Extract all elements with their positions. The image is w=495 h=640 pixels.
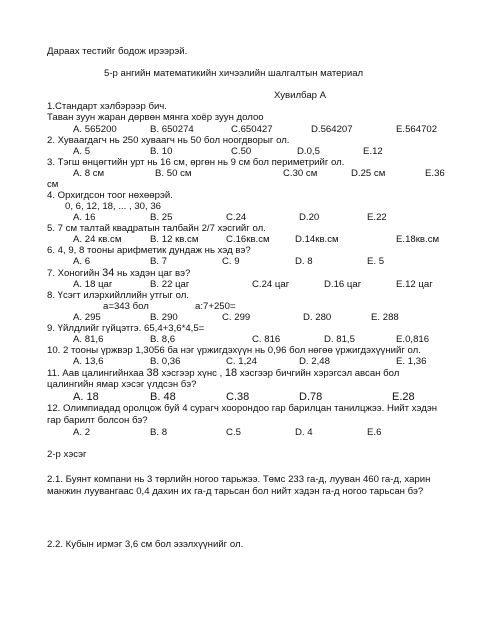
question-7-option-a: А. 18 цаг [73,279,113,290]
question-1-option-b: В. 650274 [150,124,194,135]
question-3-option-d: D.25 см [351,168,386,179]
question-12-stem-2: гар барилт болсон бэ? [47,415,148,426]
question-3-option-e: E.36 [425,168,445,179]
question-3-option-b: В. 50 см [155,168,192,179]
question-11-stem: 11. Аав цалингийнхаа 38 хэсгээр хүнс , 18 хэсгээр бичгийн хэрэгсэл авсан бол [47,367,400,379]
part-2-question-1-line-2: манжин луувангаас 0,4 дахин их га-д тарьсан бол нийт хэдэн га-д ногоо тарьсан бэ? [47,486,424,497]
question-10-stem: 10. 2 тооны үржвэр 1,3056 ба нэг үржигдэхүүн нь 0,96 бол нөгөө үржигдэхүүнийг ол. [47,345,421,356]
question-8-expression-b: a:7+250= [195,301,236,312]
question-1-stem: 1.Стандарт хэлбэрээр бич. [47,101,167,112]
question-2-option-c: С.50 [231,146,252,157]
question-5-option-d: D.14кв.см [295,234,339,245]
question-11-option-d: D.78 [299,391,323,403]
question-3-stem: 3. Тэгш өнцөгтийн урт нь 16 см, өргөн нь 9 см бол периметрийг ол. [47,157,345,168]
question-9-option-e: E.0,816 [396,334,430,345]
question-1-option-a: А. 565200 [73,124,117,135]
question-7-fraction: 34 [102,267,115,279]
question-4-sequence: 0, 6, 12, 18, ... , 30, 36 [65,201,162,212]
part-2-question-1-line-1: 2.1. Буянт компани нь 3 төрлийн ногоо тарьжээ. Төмс 233 га-д, лууван 460 га-д, харин [47,474,431,485]
question-8-expression-a: a=343 бол [103,301,149,312]
question-1-option-e: E.564702 [396,124,438,135]
question-2-option-e: E.12 [363,146,383,157]
question-9-option-d: D. 81,5 [324,334,355,345]
question-3-wrap: см [47,179,59,190]
question-5-option-b: В. 12 кв.см [150,234,199,245]
question-12-option-d: D. 4 [295,427,313,438]
question-8-option-d: D. 280 [303,312,332,323]
question-1-stem-2: Таван зуун жаран дөрвөн мянга хоёр зуун долоо [47,112,264,123]
question-4-option-a: А. 16 [73,212,96,223]
question-11-stem-2: цалингийн ямар хэсэг үлдсэн бэ? [47,379,197,390]
question-4-option-e: E.22 [367,212,387,223]
question-2-option-a: А. 5 [73,146,91,157]
question-10-option-b: В. 0,36 [150,356,181,367]
question-5-option-a: А. 24 кв.см [73,234,122,245]
question-12-option-b: В. 8 [150,427,168,438]
question-11-option-a: А. 18 [73,391,99,403]
question-12-option-e: E.6 [367,427,382,438]
question-8-option-c: С. 299 [222,312,251,323]
question-5-stem: 5. 7 см талтай квадратын талбайн 2/7 хэсгийг ол. [47,223,266,234]
question-4-option-b: В. 25 [150,212,173,223]
question-10-option-d: D. 2,48 [299,356,330,367]
question-7-option-d: D.16 цаг [324,279,362,290]
variant-label: Хувилбар А [274,90,327,101]
question-9-option-b: В. 8,6 [150,334,176,345]
question-1-option-c: С.650427 [231,124,273,135]
question-10-option-c: С. 1,24 [226,356,257,367]
question-3-option-a: А. 8 см [73,168,105,179]
question-2-stem: 2. Хуваагдагч нь 250 хуваагч нь 50 бол ноогдворыг ол. [47,135,290,146]
question-10-option-a: А. 13,6 [73,356,104,367]
question-9-option-c: С. 816 [252,334,281,345]
part-2-heading: 2-р хэсэг [47,449,87,460]
question-4-option-c: С.24 [226,212,247,223]
question-8-option-b: В. 290 [150,312,178,323]
part-2-question-2: 2.2. Кубын ирмэг 3,6 см бол эзэлхүүнийг ол. [47,539,244,550]
question-7-stem: 7. Хоногийн 34 нь хэдэн цаг вэ? [47,267,191,279]
question-8-stem: 8. Үсэгт илэрхийллийн утгыг ол. [47,290,189,301]
question-12-stem: 12. Олимпиадад оролцож буй 4 сурагч хоорондоо гар барилцан танилцжээ. Нийт хэдэн [47,403,438,414]
question-1-option-d: D.564207 [311,124,353,135]
question-7-option-c: С.24 цаг [252,279,290,290]
question-8-option-a: А. 295 [73,312,101,323]
worksheet-title: 5-р ангийн математикийн хичээлийн шалгалтын материал [104,68,364,79]
question-7-option-e: E.12 цаг [396,279,433,290]
question-10-option-e: E. 1,36 [396,356,427,367]
question-2-option-d: D.0,5 [297,146,320,157]
question-8-option-e: E. 288 [371,312,399,323]
question-12-option-a: А. 2 [73,427,91,438]
question-6-option-d: D. 8 [295,256,313,267]
question-11-fraction-2: 18 [224,367,238,379]
question-9-option-a: А. 81,6 [73,334,104,345]
question-6-option-a: А. 6 [73,256,91,267]
intro-text: Дараах тестийг бодож ирээрэй. [47,46,188,57]
question-6-option-c: С. 9 [222,256,240,267]
question-4-option-d: D.20 [299,212,320,223]
question-7-option-b: В. 22 цаг [150,279,190,290]
question-5-option-c: С.16кв.см [226,234,270,245]
question-11-option-e: E.28 [392,391,415,403]
question-3-option-c: С.30 см [283,168,318,179]
question-6-option-e: E. 5 [367,256,385,267]
question-11-option-c: С.38 [226,391,250,403]
question-5-option-e: E.18кв.см [396,234,440,245]
question-11-fraction-1: 38 [146,367,159,379]
question-4-stem: 4. Орхигдсон тоог нөхөөрэй. [47,190,173,201]
question-2-option-b: В. 10 [150,146,173,157]
question-11-option-b: В. 48 [150,391,176,403]
question-9-stem: 9. Үйлдлийг гүйцэтгэ. 65,4+3,6*4,5= [47,323,205,334]
question-6-stem: 6. 4, 9, 8 тооны арифметик дундаж нь хэд вэ? [47,245,251,256]
question-12-option-c: С.5 [226,427,241,438]
question-6-option-b: В. 7 [150,256,168,267]
